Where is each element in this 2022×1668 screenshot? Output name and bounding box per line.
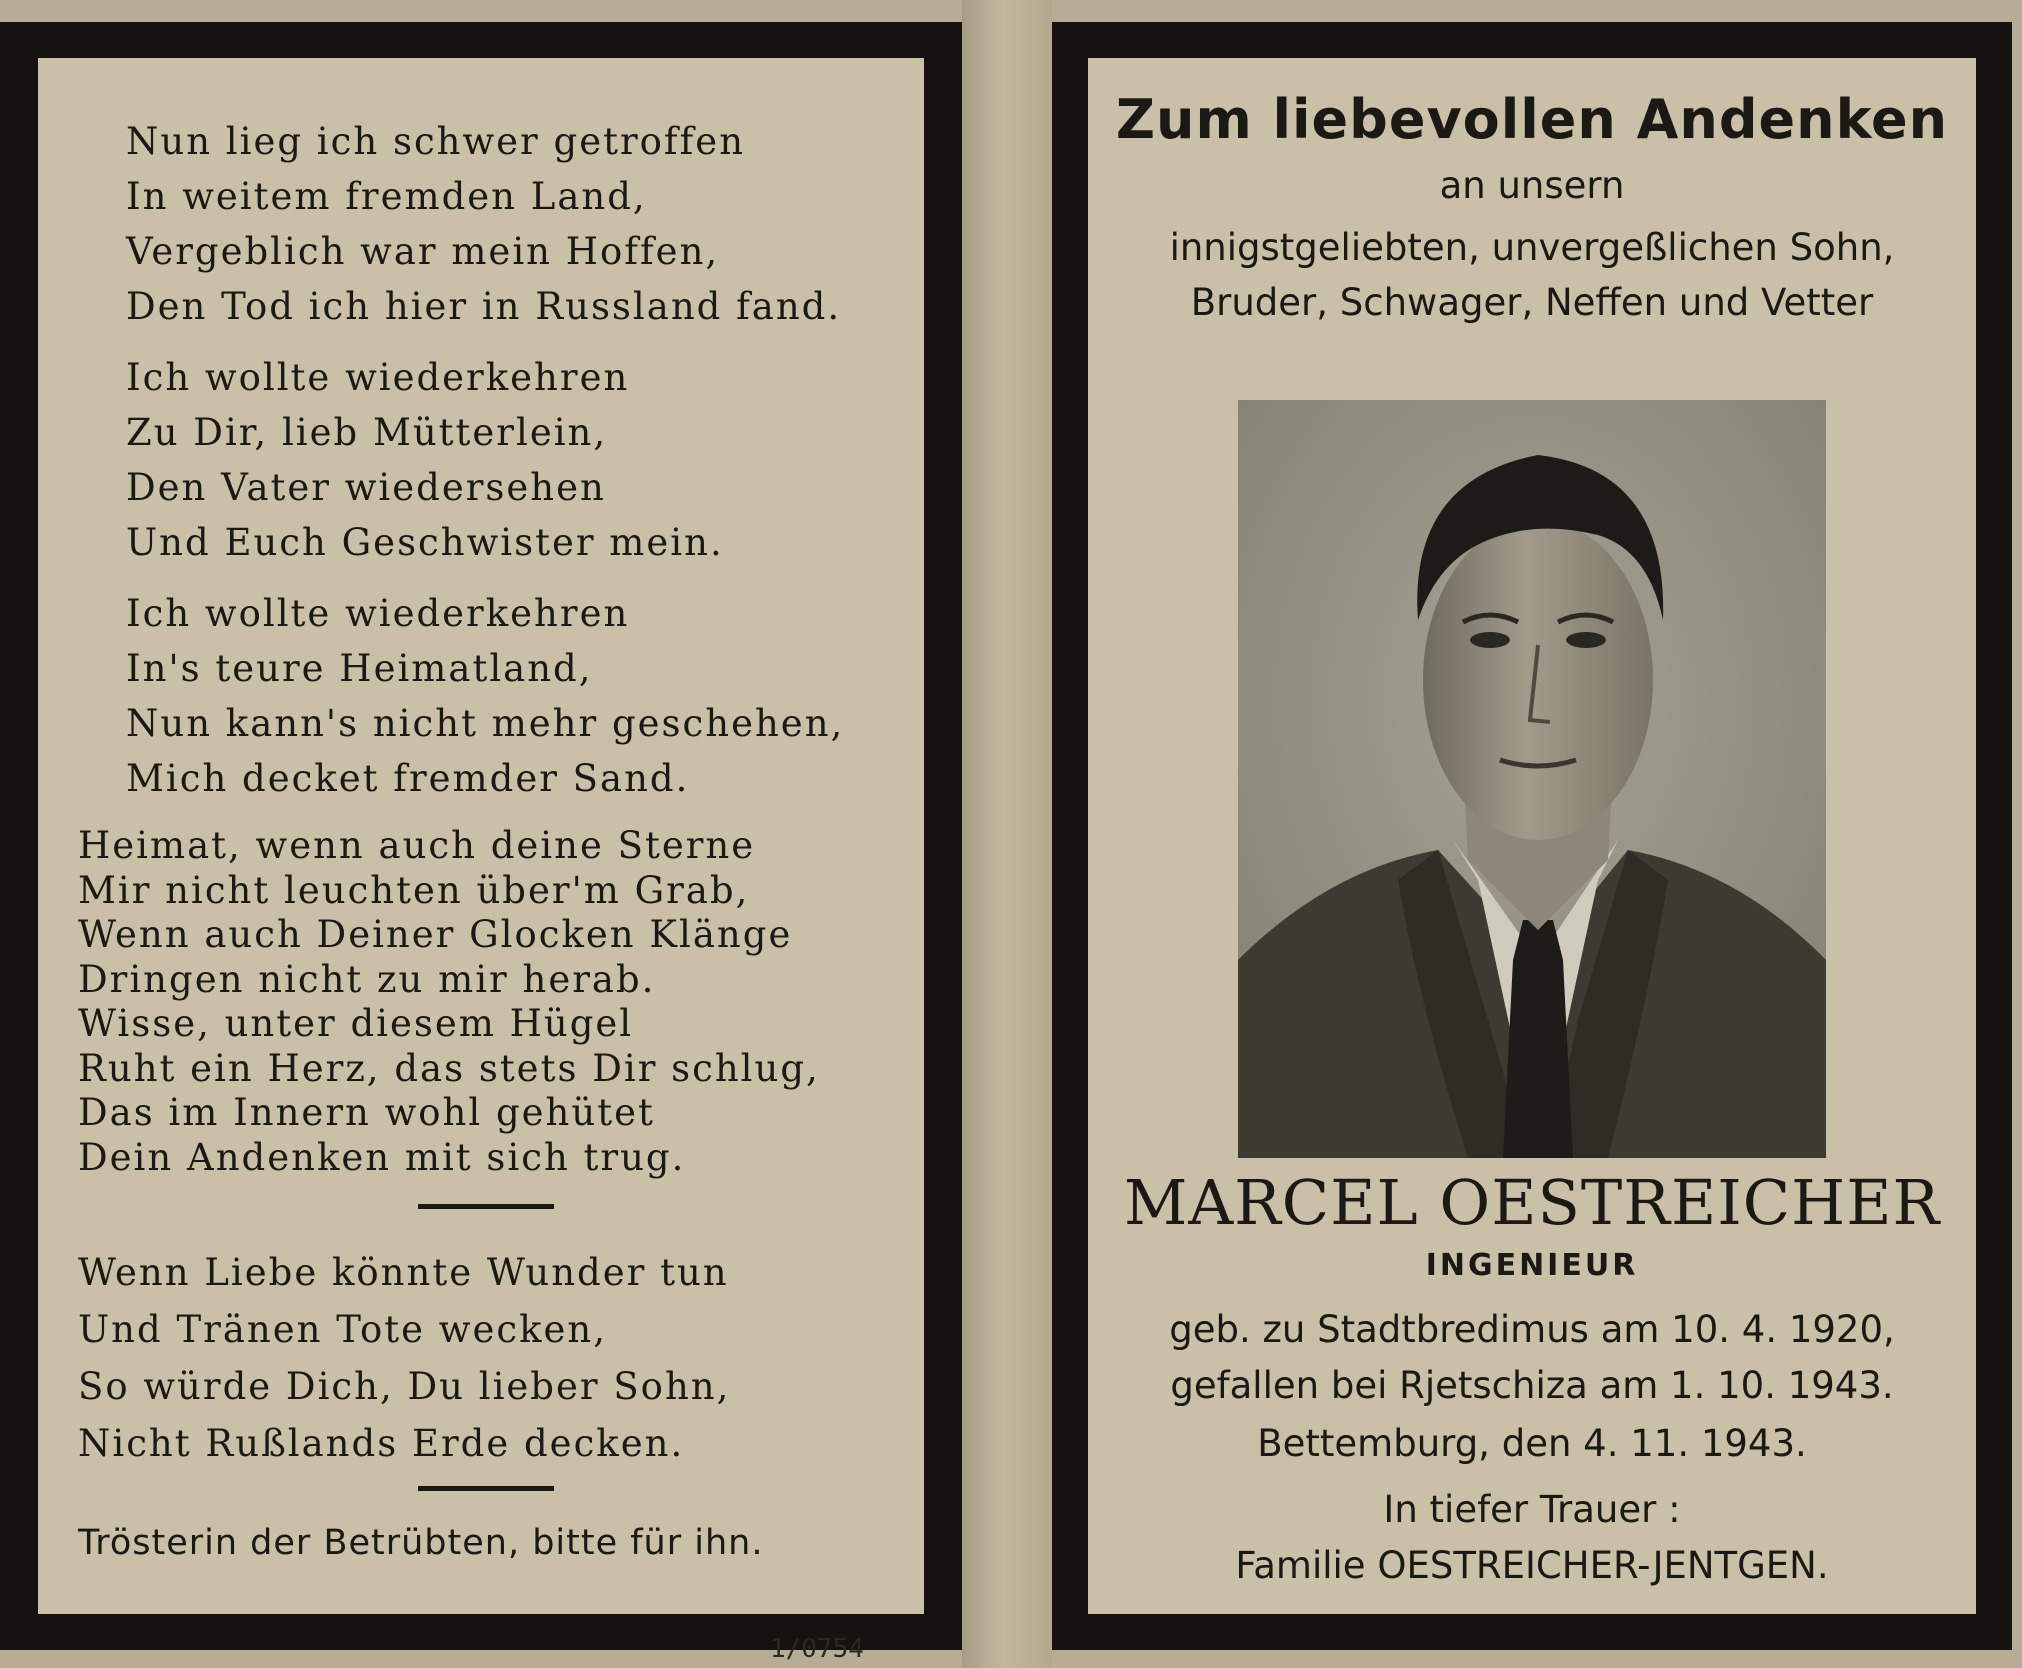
poem-line: Das im Innern wohl gehütet [78,1091,655,1134]
poem-stanza-4 [78,824,820,1180]
poem-line: Und Euch Geschwister mein. [126,521,724,564]
poem-line: So würde Dich, Du lieber Sohn, [78,1365,731,1408]
dedication-text: an unsern [1439,164,1625,207]
poem-stanza-2 [126,350,724,570]
dedication-line-1 [1088,164,1976,207]
left-card-border [0,22,962,1650]
poem-line: Ruht ein Herz, das stets Dir schlug, [78,1046,820,1090]
place-date [1088,1422,1976,1465]
poem-line: Den Vater wiedersehen [126,466,606,509]
poem-line: Mich decket fremder Sand. [126,757,690,800]
deceased-name [1088,1166,1976,1239]
poem-line: Und Tränen Tote wecken, [78,1308,608,1351]
divider-rule-1 [418,1204,554,1209]
poem-stanza-3 [126,586,844,806]
poem-line: Ich wollte wiederkehren [126,356,630,399]
profession [1088,1248,1976,1283]
family-text: Familie OESTREICHER-JENTGEN. [1235,1544,1829,1587]
poem-line: In weitem fremden Land, [126,175,647,218]
poem-line: Nicht Rußlands Erde decken. [78,1422,685,1465]
divider-rule-2 [418,1486,554,1491]
place-date-text: Bettemburg, den 4. 11. 1943. [1257,1422,1807,1465]
memorial-title [1088,88,1976,151]
prayer-line [78,1516,763,1571]
portrait-illustration [1238,400,1826,1158]
poem-line: Wenn Liebe könnte Wunder tun [78,1251,729,1294]
dedication-text: Bruder, Schwager, Neffen und Vetter [1190,281,1874,324]
left-card-panel [38,58,924,1614]
card-fold [962,0,1052,1668]
prayer-text: Trösterin der Betrübten, bitte für ihn. [78,1523,764,1563]
poem-line: Dringen nicht zu mir herab. [78,957,656,1001]
portrait-photo [1238,400,1826,1158]
birth-line: geb. zu Stadtbredimus am 10. 4. 1920, [1169,1308,1895,1351]
death-line: gefallen bei Rjetschiza am 1. 10. 1943. [1170,1364,1894,1407]
poem-line: Wenn auch Deiner Glocken Klänge [78,913,793,956]
poem-line: Heimat, wenn auch deine Sterne [78,824,756,867]
poem-line: Zu Dir, lieb Mütterlein, [126,411,608,454]
poem-stanza-5 [78,1244,730,1472]
poem-line: Den Tod ich hier in Russland fand. [126,285,842,328]
poem-line: Vergeblich war mein Hoffen, [126,230,720,273]
right-card-border [1052,22,2012,1650]
stamp-number: 1/0754 [770,1634,864,1664]
poem-line: Nun lieg ich schwer getroffen [126,120,746,163]
dedication-block [1088,220,1976,330]
deceased-name-text: MARCEL OESTREICHER [1123,1166,1941,1239]
mourning-block [1088,1482,1976,1594]
life-dates [1088,1302,1976,1414]
poem-line: Mir nicht leuchten über'm Grab, [78,868,750,912]
poem-line: Ich wollte wiederkehren [126,592,630,635]
poem-line: Nun kann's nicht mehr geschehen, [126,702,845,745]
profession-text: INGENIEUR [1425,1248,1639,1283]
dedication-text: innigstgeliebten, unvergeßlichen Sohn, [1169,226,1895,269]
poem-line: Dein Andenken mit sich trug. [78,1135,686,1179]
poem-line: In's teure Heimatland, [126,647,593,690]
poem-stanza-1 [126,114,841,334]
poem-line: Wisse, unter diesem Hügel [78,1002,634,1045]
mourning-text: In tiefer Trauer : [1383,1488,1681,1531]
right-card-panel [1088,58,1976,1614]
memorial-title-text: Zum liebevollen Andenken [1115,88,1949,151]
